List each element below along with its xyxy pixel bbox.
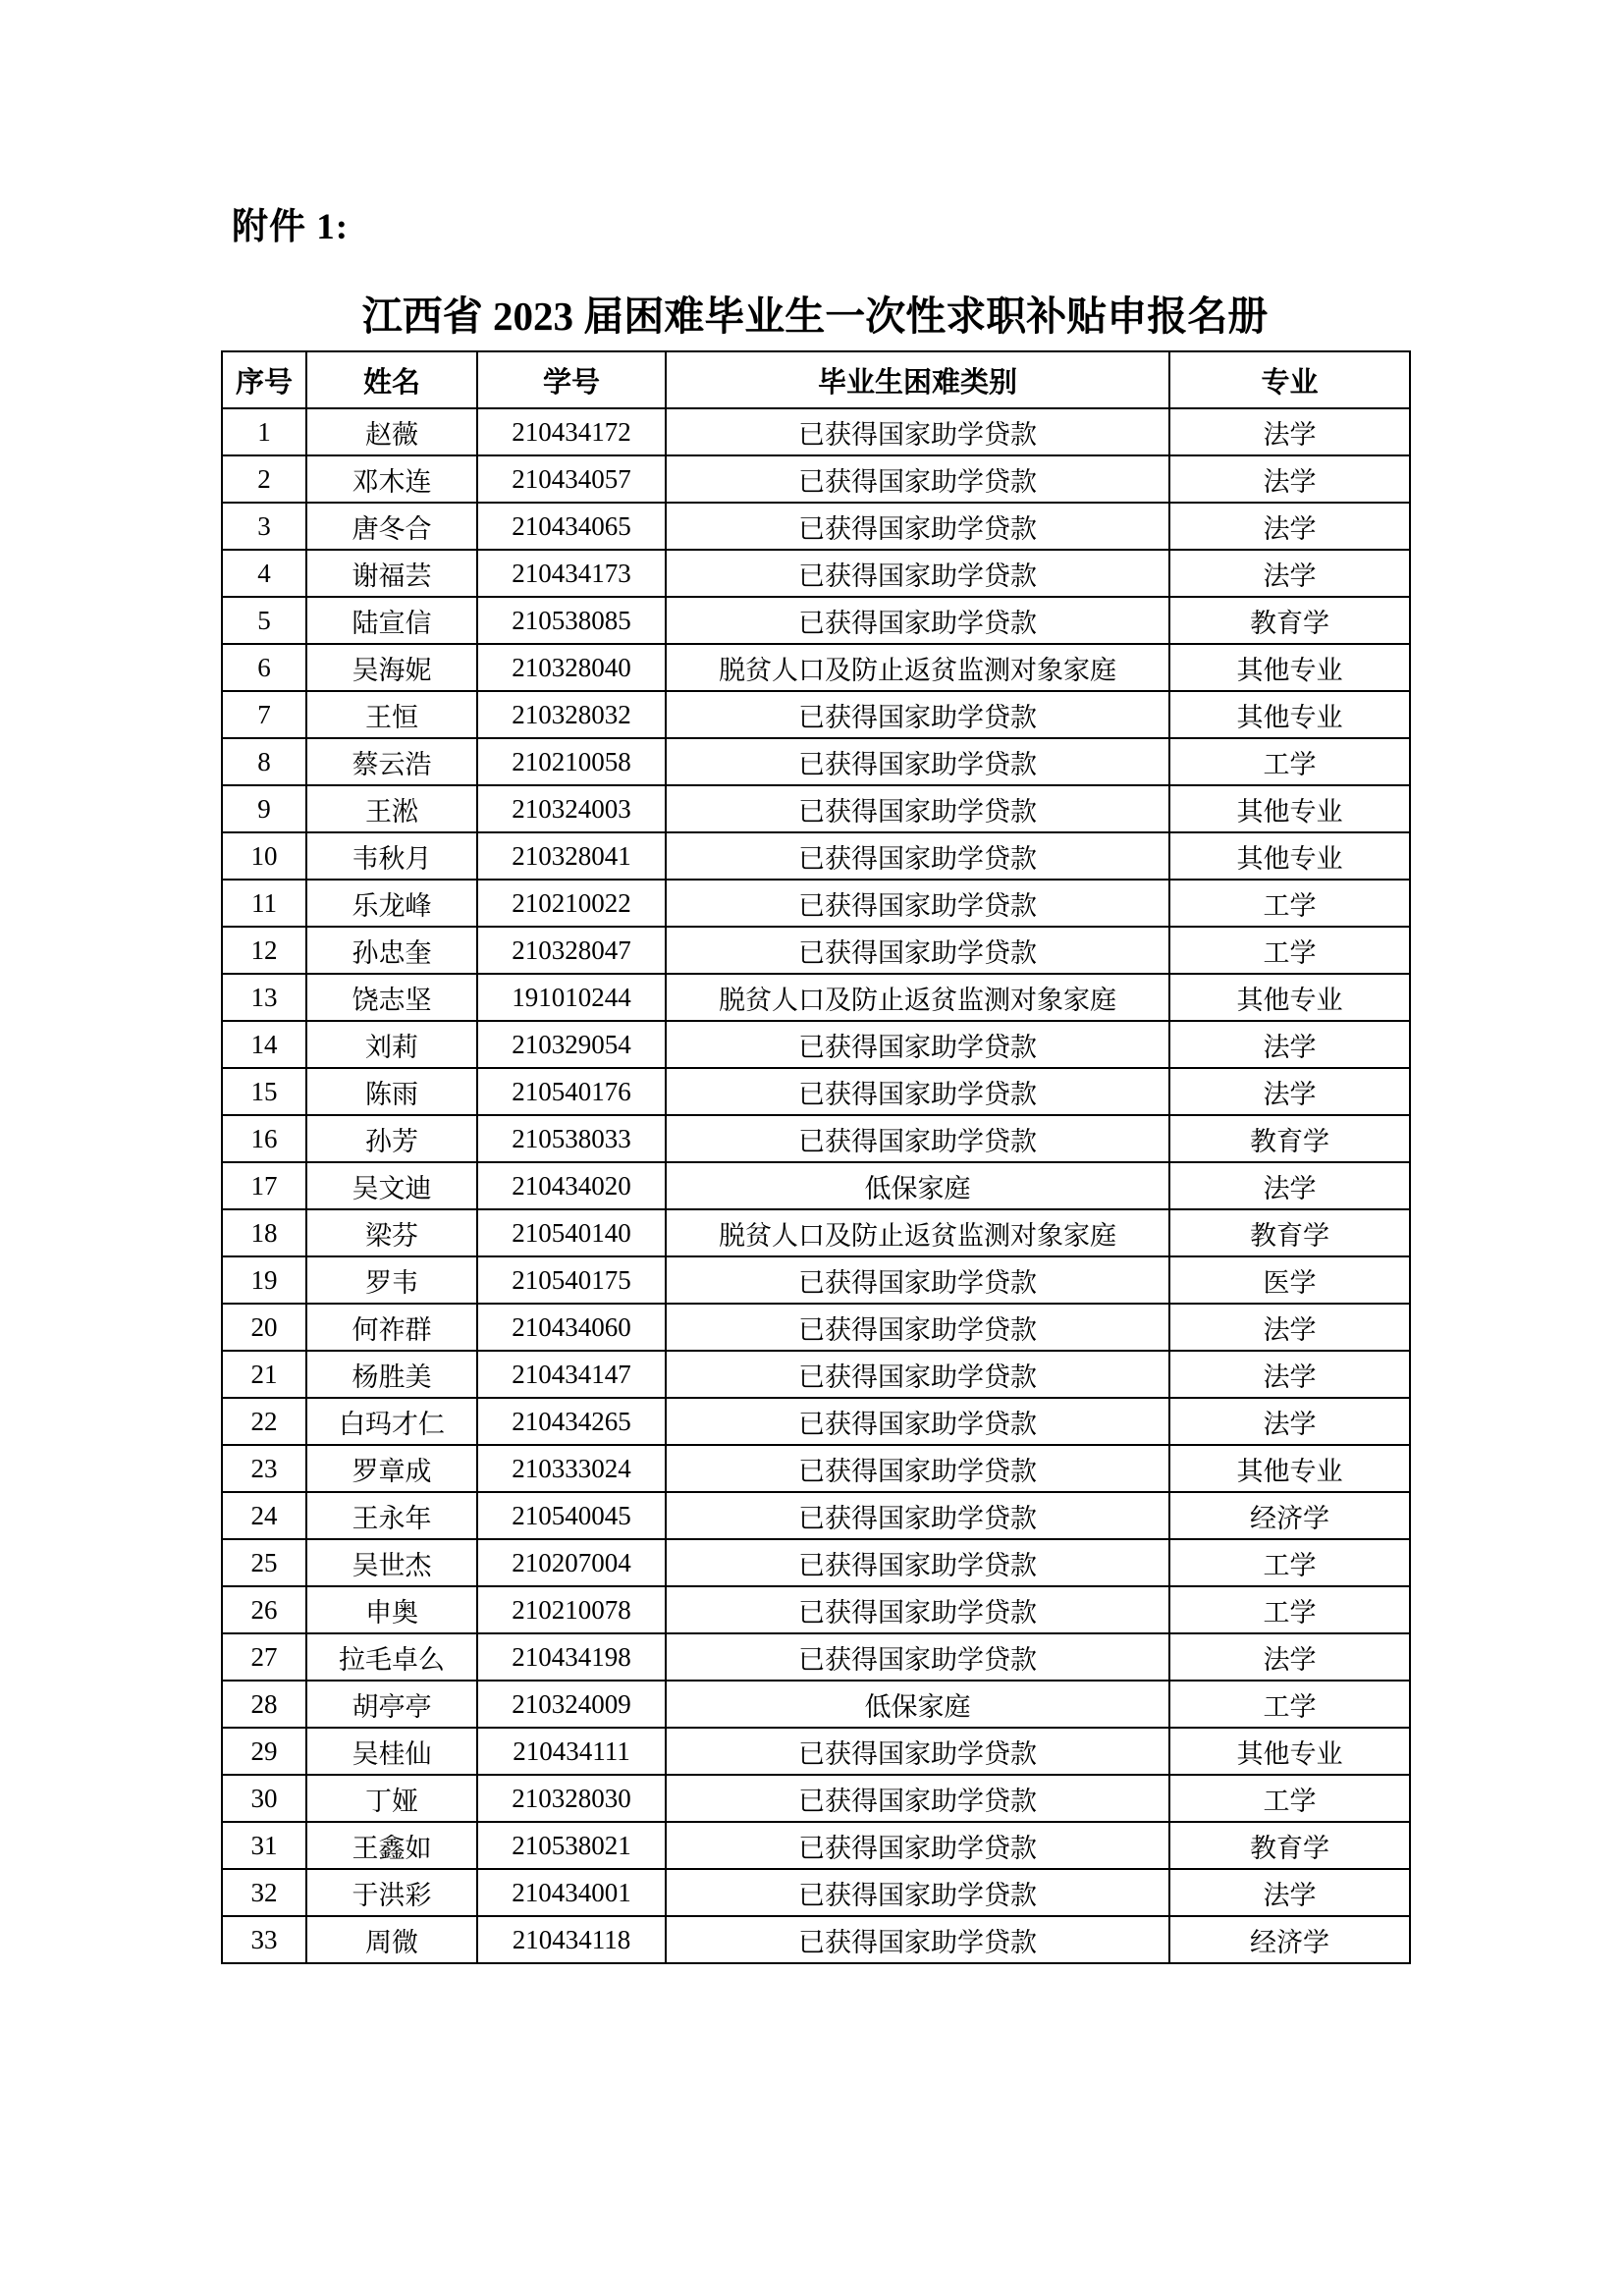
table-row — [222, 1256, 1410, 1304]
difficulty-category-cell: 脱贫人口及防止返贫监测对象家庭 — [666, 644, 1169, 691]
student-id-cell: 210434118 — [477, 1916, 666, 1963]
major-cell: 法学 — [1169, 1304, 1410, 1351]
student-name-cell: 申奥 — [306, 1586, 477, 1633]
major-cell: 法学 — [1169, 1021, 1410, 1068]
difficulty-category-cell: 已获得国家助学贷款 — [666, 1869, 1169, 1916]
student-name-cell: 唐冬合 — [306, 503, 477, 550]
student-id-cell: 210434111 — [477, 1728, 666, 1775]
row-index-cell: 30 — [222, 1775, 306, 1822]
table-row — [222, 1869, 1410, 1916]
row-index-cell: 20 — [222, 1304, 306, 1351]
column-header-index: 序号 — [222, 351, 306, 408]
student-name-cell: 胡亭亭 — [306, 1681, 477, 1728]
difficulty-category-cell: 已获得国家助学贷款 — [666, 1445, 1169, 1492]
major-cell: 其他专业 — [1169, 974, 1410, 1021]
difficulty-category-cell: 已获得国家助学贷款 — [666, 1115, 1169, 1162]
student-id-cell: 210540175 — [477, 1256, 666, 1304]
row-index-cell: 31 — [222, 1822, 306, 1869]
major-cell: 经济学 — [1169, 1916, 1410, 1963]
difficulty-category-cell: 已获得国家助学贷款 — [666, 880, 1169, 927]
student-name-cell: 刘莉 — [306, 1021, 477, 1068]
table-row — [222, 974, 1410, 1021]
major-cell: 法学 — [1169, 1351, 1410, 1398]
student-id-cell: 210434198 — [477, 1633, 666, 1681]
student-id-cell: 210540140 — [477, 1209, 666, 1256]
student-id-cell: 210434173 — [477, 550, 666, 597]
table-header-row — [222, 351, 1410, 408]
student-name-cell: 王淞 — [306, 785, 477, 832]
table-row — [222, 1162, 1410, 1209]
table-row — [222, 1304, 1410, 1351]
difficulty-category-cell: 已获得国家助学贷款 — [666, 1916, 1169, 1963]
student-name-cell: 何祚群 — [306, 1304, 477, 1351]
row-index-cell: 32 — [222, 1869, 306, 1916]
student-id-cell: 210328030 — [477, 1775, 666, 1822]
major-cell: 工学 — [1169, 1775, 1410, 1822]
table-row — [222, 1681, 1410, 1728]
student-name-cell: 于洪彩 — [306, 1869, 477, 1916]
table-row — [222, 1775, 1410, 1822]
row-index-cell: 2 — [222, 455, 306, 503]
major-cell: 其他专业 — [1169, 1445, 1410, 1492]
difficulty-category-cell: 已获得国家助学贷款 — [666, 927, 1169, 974]
student-id-cell: 210538085 — [477, 597, 666, 644]
student-id-cell: 210434172 — [477, 408, 666, 455]
difficulty-category-cell: 已获得国家助学贷款 — [666, 1728, 1169, 1775]
student-name-cell: 王恒 — [306, 691, 477, 738]
row-index-cell: 23 — [222, 1445, 306, 1492]
row-index-cell: 8 — [222, 738, 306, 785]
difficulty-category-cell: 已获得国家助学贷款 — [666, 738, 1169, 785]
table-row — [222, 1728, 1410, 1775]
student-id-cell: 210324003 — [477, 785, 666, 832]
table-row — [222, 927, 1410, 974]
difficulty-category-cell: 低保家庭 — [666, 1162, 1169, 1209]
difficulty-category-cell: 低保家庭 — [666, 1681, 1169, 1728]
roster-table — [221, 350, 1411, 1964]
student-id-cell: 191010244 — [477, 974, 666, 1021]
student-name-cell: 韦秋月 — [306, 832, 477, 880]
table-row — [222, 785, 1410, 832]
row-index-cell: 27 — [222, 1633, 306, 1681]
major-cell: 工学 — [1169, 927, 1410, 974]
student-name-cell: 赵薇 — [306, 408, 477, 455]
major-cell: 工学 — [1169, 1539, 1410, 1586]
row-index-cell: 18 — [222, 1209, 306, 1256]
major-cell: 教育学 — [1169, 597, 1410, 644]
table-row — [222, 408, 1410, 455]
row-index-cell: 11 — [222, 880, 306, 927]
student-name-cell: 拉毛卓么 — [306, 1633, 477, 1681]
table-row — [222, 738, 1410, 785]
row-index-cell: 6 — [222, 644, 306, 691]
row-index-cell: 24 — [222, 1492, 306, 1539]
major-cell: 医学 — [1169, 1256, 1410, 1304]
row-index-cell: 16 — [222, 1115, 306, 1162]
table-row — [222, 1068, 1410, 1115]
student-id-cell: 210434065 — [477, 503, 666, 550]
major-cell: 教育学 — [1169, 1822, 1410, 1869]
difficulty-category-cell: 已获得国家助学贷款 — [666, 1633, 1169, 1681]
row-index-cell: 4 — [222, 550, 306, 597]
major-cell: 教育学 — [1169, 1209, 1410, 1256]
row-index-cell: 10 — [222, 832, 306, 880]
major-cell: 教育学 — [1169, 1115, 1410, 1162]
student-name-cell: 白玛才仁 — [306, 1398, 477, 1445]
table-row — [222, 1115, 1410, 1162]
major-cell: 工学 — [1169, 738, 1410, 785]
major-cell: 法学 — [1169, 1633, 1410, 1681]
row-index-cell: 15 — [222, 1068, 306, 1115]
difficulty-category-cell: 已获得国家助学贷款 — [666, 503, 1169, 550]
row-index-cell: 26 — [222, 1586, 306, 1633]
table-row — [222, 691, 1410, 738]
major-cell: 其他专业 — [1169, 644, 1410, 691]
major-cell: 法学 — [1169, 408, 1410, 455]
student-id-cell: 210333024 — [477, 1445, 666, 1492]
student-name-cell: 陈雨 — [306, 1068, 477, 1115]
difficulty-category-cell: 已获得国家助学贷款 — [666, 408, 1169, 455]
major-cell: 法学 — [1169, 1162, 1410, 1209]
student-id-cell: 210434060 — [477, 1304, 666, 1351]
student-id-cell: 210540176 — [477, 1068, 666, 1115]
major-cell: 其他专业 — [1169, 785, 1410, 832]
column-header-major: 专业 — [1169, 351, 1410, 408]
student-name-cell: 饶志坚 — [306, 974, 477, 1021]
major-cell: 法学 — [1169, 1398, 1410, 1445]
student-name-cell: 周微 — [306, 1916, 477, 1963]
column-header-name: 姓名 — [306, 351, 477, 408]
difficulty-category-cell: 已获得国家助学贷款 — [666, 550, 1169, 597]
table-row — [222, 1586, 1410, 1633]
table-row — [222, 1916, 1410, 1963]
row-index-cell: 21 — [222, 1351, 306, 1398]
row-index-cell: 17 — [222, 1162, 306, 1209]
student-name-cell: 吴海妮 — [306, 644, 477, 691]
difficulty-category-cell: 已获得国家助学贷款 — [666, 832, 1169, 880]
major-cell: 法学 — [1169, 1068, 1410, 1115]
row-index-cell: 5 — [222, 597, 306, 644]
row-index-cell: 9 — [222, 785, 306, 832]
difficulty-category-cell: 已获得国家助学贷款 — [666, 1822, 1169, 1869]
student-id-cell: 210328032 — [477, 691, 666, 738]
row-index-cell: 12 — [222, 927, 306, 974]
student-name-cell: 吴文迪 — [306, 1162, 477, 1209]
student-name-cell: 吴世杰 — [306, 1539, 477, 1586]
difficulty-category-cell: 已获得国家助学贷款 — [666, 1398, 1169, 1445]
difficulty-category-cell: 已获得国家助学贷款 — [666, 785, 1169, 832]
table-row — [222, 1209, 1410, 1256]
row-index-cell: 19 — [222, 1256, 306, 1304]
difficulty-category-cell: 已获得国家助学贷款 — [666, 691, 1169, 738]
difficulty-category-cell: 已获得国家助学贷款 — [666, 1304, 1169, 1351]
student-name-cell: 吴桂仙 — [306, 1728, 477, 1775]
major-cell: 其他专业 — [1169, 832, 1410, 880]
student-id-cell: 210434265 — [477, 1398, 666, 1445]
student-id-cell: 210328041 — [477, 832, 666, 880]
table-row — [222, 1822, 1410, 1869]
student-name-cell: 丁娅 — [306, 1775, 477, 1822]
student-id-cell: 210434020 — [477, 1162, 666, 1209]
major-cell: 法学 — [1169, 550, 1410, 597]
student-name-cell: 邓木连 — [306, 455, 477, 503]
student-name-cell: 罗章成 — [306, 1445, 477, 1492]
table-row — [222, 1492, 1410, 1539]
major-cell: 工学 — [1169, 880, 1410, 927]
row-index-cell: 22 — [222, 1398, 306, 1445]
row-index-cell: 25 — [222, 1539, 306, 1586]
table-row — [222, 1445, 1410, 1492]
student-name-cell: 孙芳 — [306, 1115, 477, 1162]
major-cell: 工学 — [1169, 1681, 1410, 1728]
student-id-cell: 210538021 — [477, 1822, 666, 1869]
row-index-cell: 33 — [222, 1916, 306, 1963]
difficulty-category-cell: 脱贫人口及防止返贫监测对象家庭 — [666, 974, 1169, 1021]
row-index-cell: 29 — [222, 1728, 306, 1775]
difficulty-category-cell: 已获得国家助学贷款 — [666, 1021, 1169, 1068]
student-id-cell: 210540045 — [477, 1492, 666, 1539]
difficulty-category-cell: 已获得国家助学贷款 — [666, 1492, 1169, 1539]
student-id-cell: 210210058 — [477, 738, 666, 785]
student-id-cell: 210210022 — [477, 880, 666, 927]
difficulty-category-cell: 脱贫人口及防止返贫监测对象家庭 — [666, 1209, 1169, 1256]
difficulty-category-cell: 已获得国家助学贷款 — [666, 1351, 1169, 1398]
row-index-cell: 3 — [222, 503, 306, 550]
row-index-cell: 7 — [222, 691, 306, 738]
major-cell: 其他专业 — [1169, 691, 1410, 738]
student-id-cell: 210329054 — [477, 1021, 666, 1068]
major-cell: 法学 — [1169, 503, 1410, 550]
student-id-cell: 210538033 — [477, 1115, 666, 1162]
student-id-cell: 210434147 — [477, 1351, 666, 1398]
row-index-cell: 28 — [222, 1681, 306, 1728]
student-name-cell: 杨胜美 — [306, 1351, 477, 1398]
table-row — [222, 503, 1410, 550]
difficulty-category-cell: 已获得国家助学贷款 — [666, 1256, 1169, 1304]
row-index-cell: 13 — [222, 974, 306, 1021]
student-id-cell: 210328047 — [477, 927, 666, 974]
major-cell: 经济学 — [1169, 1492, 1410, 1539]
difficulty-category-cell: 已获得国家助学贷款 — [666, 1775, 1169, 1822]
difficulty-category-cell: 已获得国家助学贷款 — [666, 455, 1169, 503]
column-header-difficulty-category: 毕业生困难类别 — [666, 351, 1169, 408]
table-row — [222, 1398, 1410, 1445]
table-row — [222, 550, 1410, 597]
roster-table-body — [222, 408, 1410, 1963]
table-row — [222, 1021, 1410, 1068]
student-name-cell: 罗韦 — [306, 1256, 477, 1304]
student-name-cell: 乐龙峰 — [306, 880, 477, 927]
student-name-cell: 蔡云浩 — [306, 738, 477, 785]
student-id-cell: 210328040 — [477, 644, 666, 691]
difficulty-category-cell: 已获得国家助学贷款 — [666, 1539, 1169, 1586]
student-id-cell: 210210078 — [477, 1586, 666, 1633]
table-row — [222, 832, 1410, 880]
student-name-cell: 孙忠奎 — [306, 927, 477, 974]
difficulty-category-cell: 已获得国家助学贷款 — [666, 597, 1169, 644]
page-title: 江西省 2023 届困难毕业生一次性求职补贴申报名册 — [361, 294, 1269, 339]
student-id-cell: 210434057 — [477, 455, 666, 503]
student-name-cell: 梁芬 — [306, 1209, 477, 1256]
student-id-cell: 210434001 — [477, 1869, 666, 1916]
row-index-cell: 1 — [222, 408, 306, 455]
student-name-cell: 王永年 — [306, 1492, 477, 1539]
difficulty-category-cell: 已获得国家助学贷款 — [666, 1068, 1169, 1115]
table-row — [222, 1351, 1410, 1398]
difficulty-category-cell: 已获得国家助学贷款 — [666, 1586, 1169, 1633]
attachment-label: 附件 1: — [232, 207, 350, 247]
student-name-cell: 陆宣信 — [306, 597, 477, 644]
student-name-cell: 王鑫如 — [306, 1822, 477, 1869]
row-index-cell: 14 — [222, 1021, 306, 1068]
student-id-cell: 210207004 — [477, 1539, 666, 1586]
column-header-student-id: 学号 — [477, 351, 666, 408]
major-cell: 法学 — [1169, 455, 1410, 503]
student-id-cell: 210324009 — [477, 1681, 666, 1728]
major-cell: 工学 — [1169, 1586, 1410, 1633]
table-row — [222, 644, 1410, 691]
major-cell: 法学 — [1169, 1869, 1410, 1916]
major-cell: 其他专业 — [1169, 1728, 1410, 1775]
student-name-cell: 谢福芸 — [306, 550, 477, 597]
table-row — [222, 1633, 1410, 1681]
table-row — [222, 1539, 1410, 1586]
table-row — [222, 455, 1410, 503]
table-row — [222, 880, 1410, 927]
table-row — [222, 597, 1410, 644]
